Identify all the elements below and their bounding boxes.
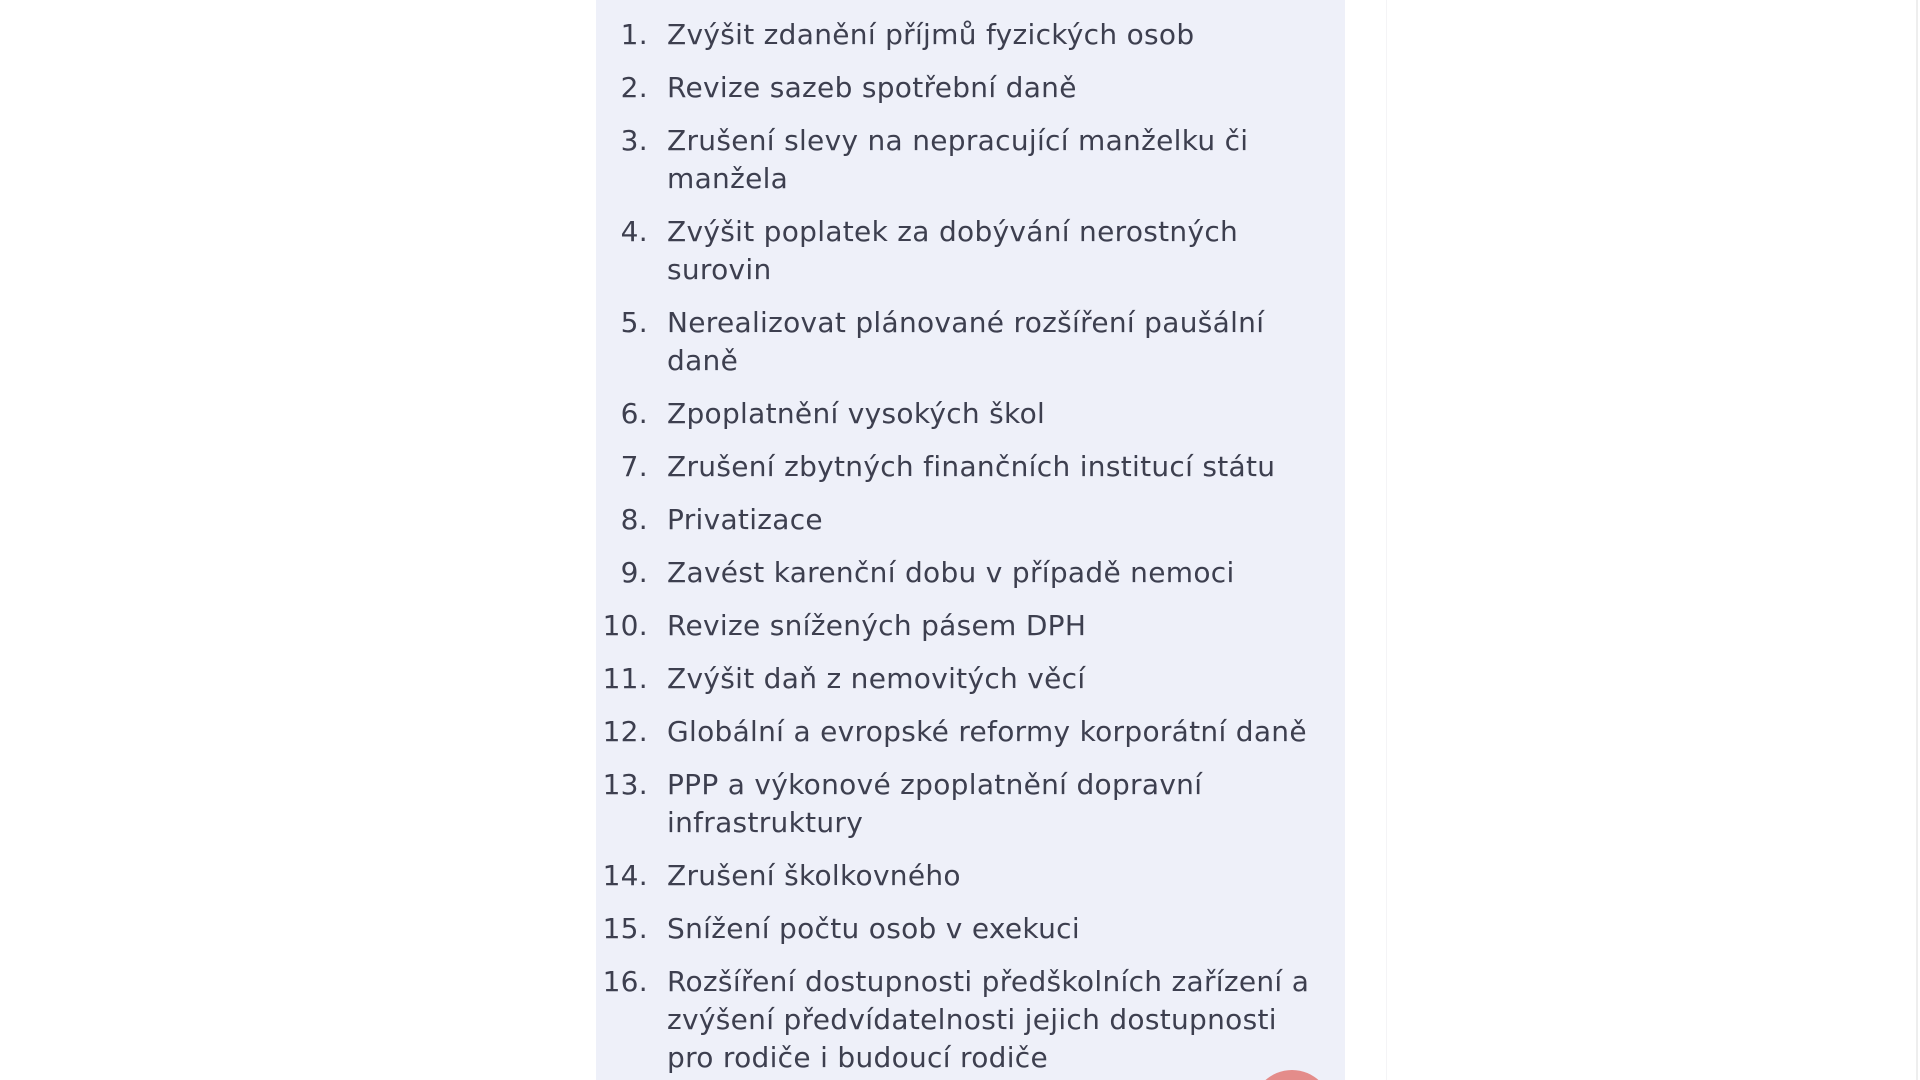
list-item-text: PPP a výkonové zpoplatnění dopravní infrastruktury (667, 768, 1203, 839)
list-item (596, 448, 1345, 486)
list-item-number: 4. (620, 215, 648, 248)
list-item-text: Zrušení zbytných finančních institucí státu (667, 450, 1276, 483)
list-item-number: 7. (620, 450, 648, 483)
list-item (596, 395, 1345, 433)
list-item-number: 9. (620, 556, 648, 589)
list-item (596, 501, 1345, 539)
list-item-number: 3. (620, 124, 648, 157)
list-item (596, 963, 1345, 1077)
list-item (596, 16, 1345, 54)
list-item-text: Zvýšit daň z nemovitých věcí (667, 662, 1086, 695)
list-item (596, 660, 1345, 698)
list-item-text: Zvýšit poplatek za dobývání nerostných surovin (667, 215, 1239, 286)
list-item-text: Privatizace (667, 503, 823, 536)
list-item-text: Snížení počtu osob v exekuci (667, 912, 1080, 945)
list-item-number: 1. (620, 18, 648, 51)
list-item-number: 12. (602, 715, 648, 748)
list-item (596, 766, 1345, 842)
list-item-number: 2. (620, 71, 648, 104)
list-item (596, 213, 1345, 289)
list-item-text: Zvýšit zdanění příjmů fyzických osob (667, 18, 1195, 51)
list-item-text: Rozšíření dostupnosti předškolních zařízení a zvýšení předvídatelnosti jejich dostupnosti pro rodiče i budoucí rodiče (667, 965, 1310, 1074)
list-item-number: 13. (602, 768, 648, 801)
scrollbar-track[interactable] (1916, 0, 1918, 1080)
list-item-text: Globální a evropské reformy korporátní daně (667, 715, 1307, 748)
list-item-text: Zpoplatnění vysokých škol (667, 397, 1046, 430)
list-item (596, 69, 1345, 107)
list-item-number: 5. (620, 306, 648, 339)
list-item (596, 607, 1345, 645)
content-panel (596, 0, 1345, 1080)
list-item-number: 10. (602, 609, 648, 642)
list-item (596, 910, 1345, 948)
list-item (596, 554, 1345, 592)
list-item-number: 8. (620, 503, 648, 536)
list-item (596, 857, 1345, 895)
list-item (596, 713, 1345, 751)
list-item-text: Zavést karenční dobu v případě nemoci (667, 556, 1235, 589)
list-item-text: Zrušení slevy na nepracující manželku či manžela (667, 124, 1249, 195)
list-item-text: Zrušení školkovného (667, 859, 961, 892)
list-item (596, 122, 1345, 198)
list-item-text: Revize snížených pásem DPH (667, 609, 1087, 642)
list-item-number: 16. (602, 965, 648, 998)
list-item-text: Revize sazeb spotřební daně (667, 71, 1077, 104)
measures-list (596, 16, 1345, 1080)
list-item-text: Nerealizovat plánované rozšíření paušální daně (667, 306, 1265, 377)
list-item (596, 304, 1345, 380)
list-item-number: 14. (602, 859, 648, 892)
page-edge-divider (1386, 0, 1387, 1080)
list-item-number: 15. (602, 912, 648, 945)
list-item-number: 6. (620, 397, 648, 430)
list-item-number: 11. (602, 662, 648, 695)
